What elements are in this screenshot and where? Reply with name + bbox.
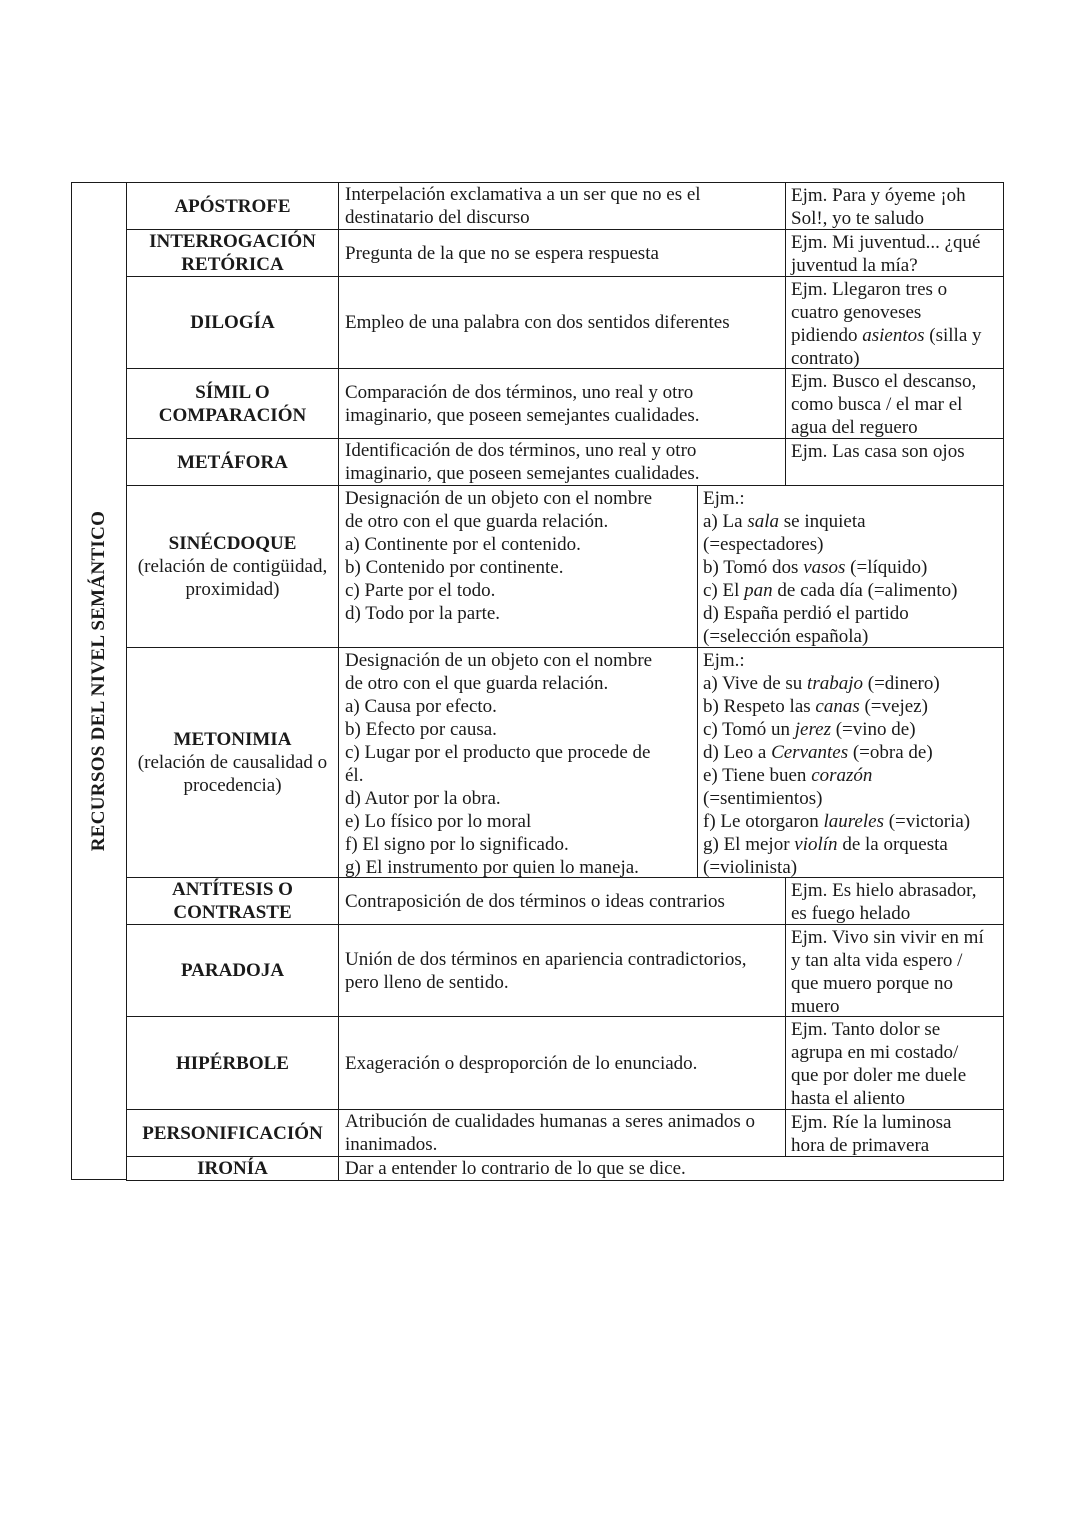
italic-word: violín bbox=[794, 834, 838, 855]
definition-cell bbox=[338, 276, 786, 369]
definition-line: Contraposición de dos términos o ideas contrarios bbox=[345, 890, 725, 912]
term-cell bbox=[126, 368, 339, 439]
term-subtitle: proximidad) bbox=[185, 579, 280, 600]
example-cell bbox=[785, 229, 1004, 277]
example-line: muero bbox=[791, 996, 840, 1017]
example-line: Ejm. Mi juventud... ¿qué bbox=[791, 232, 981, 253]
italic-word: corazón bbox=[811, 765, 873, 786]
example-cell bbox=[785, 1016, 1004, 1110]
example-cell bbox=[785, 276, 1004, 369]
term-name: METÁFORA bbox=[177, 451, 288, 473]
example-line: Ejm. Ríe la luminosa bbox=[791, 1112, 952, 1133]
term-name: SINÉCDOQUE bbox=[168, 533, 297, 554]
term-name: COMPARACIÓN bbox=[158, 404, 307, 426]
example-line: d) Leo a Cervantes (=obra de) bbox=[703, 742, 933, 763]
definition-line: c) Parte por el todo. bbox=[345, 580, 496, 601]
term-cell bbox=[126, 229, 339, 277]
example-cell bbox=[785, 924, 1004, 1017]
definition-line: destinatario del discurso bbox=[345, 207, 530, 228]
example-cell bbox=[785, 438, 1004, 486]
example-line: Ejm. Vivo sin vivir en mí bbox=[791, 927, 984, 948]
term-name: DILOGÍA bbox=[190, 312, 275, 333]
definition-cell bbox=[338, 647, 698, 878]
term-name: IRONÍA bbox=[197, 1158, 268, 1179]
italic-word: trabajo bbox=[807, 673, 863, 694]
italic-word: laureles bbox=[823, 811, 884, 832]
term-cell bbox=[126, 1016, 339, 1110]
definition-line: c) Lugar por el producto que procede de bbox=[345, 742, 651, 763]
section-label: RECURSOS DEL NIVEL SEMÁNTICO bbox=[88, 510, 109, 852]
term-name: ANTÍTESIS O bbox=[172, 879, 293, 900]
definition-line: f) El signo por lo significado. bbox=[345, 834, 569, 855]
definition-cell bbox=[338, 438, 786, 486]
term-name: RETÓRICA bbox=[181, 254, 284, 275]
definition-line: Empleo de una palabra con dos sentidos diferentes bbox=[345, 312, 730, 333]
definition-line: Dar a entender lo contrario de lo que se dice. bbox=[345, 1158, 686, 1179]
term-name: PERSONIFICACIÓN bbox=[142, 1122, 323, 1144]
definition-line: Identificación de dos términos, uno real y otro bbox=[345, 440, 697, 461]
term-cell bbox=[126, 182, 339, 230]
example-line: agrupa en mi costado/ bbox=[791, 1042, 959, 1063]
example-line: Ejm. Tanto dolor se bbox=[791, 1019, 941, 1040]
example-cell bbox=[697, 485, 1004, 648]
example-line: hora de primavera bbox=[791, 1135, 930, 1156]
italic-word: vasos bbox=[803, 557, 846, 578]
example-line: (=espectadores) bbox=[703, 534, 824, 555]
definition-line: d) Autor por la obra. bbox=[345, 788, 501, 809]
definition-line: de otro con el que guarda relación. bbox=[345, 673, 609, 694]
italic-word: Cervantes bbox=[771, 742, 849, 763]
definition-line: a) Causa por efecto. bbox=[345, 696, 497, 717]
example-line: juventud la mía? bbox=[791, 255, 918, 276]
term-cell bbox=[126, 1109, 339, 1157]
definition-line: Exageración o desproporción de lo enunciado. bbox=[345, 1052, 698, 1074]
term-name: INTERROGACIÓN bbox=[149, 231, 316, 252]
example-cell bbox=[785, 1109, 1004, 1157]
example-line: es fuego helado bbox=[791, 903, 911, 924]
term-name: METONIMIA bbox=[173, 729, 292, 750]
example-line: agua del reguero bbox=[791, 417, 918, 438]
definition-line: imaginario, que poseen semejantes cualidades. bbox=[345, 404, 700, 426]
term-cell bbox=[126, 924, 339, 1017]
definition-line: Pregunta de la que no se espera respuesta bbox=[345, 242, 659, 264]
term-name: SÍMIL O bbox=[195, 381, 270, 403]
term-cell bbox=[126, 1156, 339, 1181]
example-cell bbox=[785, 182, 1004, 230]
definition-cell bbox=[338, 229, 786, 277]
definition-cell bbox=[338, 1109, 786, 1157]
section-label-cell bbox=[71, 182, 127, 1180]
term-cell bbox=[126, 276, 339, 369]
example-line: cuatro genoveses bbox=[791, 302, 922, 323]
example-line: c) Tomó un jerez (=vino de) bbox=[703, 719, 916, 740]
example-line: Ejm.: bbox=[703, 650, 745, 671]
term-cell bbox=[126, 647, 339, 878]
definition-line: inanimados. bbox=[345, 1134, 438, 1155]
definition-cell bbox=[338, 368, 786, 439]
example-line: e) Tiene buen corazón bbox=[703, 765, 873, 786]
definition-line: él. bbox=[345, 765, 364, 786]
definition-line: e) Lo físico por lo moral bbox=[345, 811, 532, 832]
definition-line: d) Todo por la parte. bbox=[345, 603, 501, 624]
definition-cell bbox=[338, 1016, 786, 1110]
example-line: Ejm.: bbox=[703, 488, 745, 509]
example-line: (=sentimientos) bbox=[703, 788, 823, 809]
term-cell bbox=[126, 877, 339, 925]
example-line: b) Tomó dos vasos (=líquido) bbox=[703, 557, 928, 578]
example-cell bbox=[697, 647, 1004, 878]
example-line: y tan alta vida espero / bbox=[791, 950, 963, 971]
italic-word: sala bbox=[747, 511, 779, 532]
example-line: Sol!, yo te saludo bbox=[791, 208, 924, 229]
example-line: como busca / el mar el bbox=[791, 394, 963, 415]
definition-line: imaginario, que poseen semejantes cualidades. bbox=[345, 463, 700, 484]
example-cell bbox=[785, 368, 1004, 439]
definition-line: a) Continente por el contenido. bbox=[345, 534, 581, 555]
italic-word: canas bbox=[815, 696, 860, 717]
definition-cell bbox=[338, 485, 698, 648]
definition-line: g) El instrumento por quien lo maneja. bbox=[345, 857, 639, 878]
example-line: hasta el aliento bbox=[791, 1088, 905, 1109]
italic-word: pan bbox=[744, 580, 773, 601]
example-line: Ejm. Busco el descanso, bbox=[791, 371, 977, 392]
definition-line: Atribución de cualidades humanas a seres animados o bbox=[345, 1111, 755, 1132]
definition-cell bbox=[338, 877, 786, 925]
term-subtitle: (relación de contigüidad, bbox=[137, 556, 328, 577]
italic-word: jerez bbox=[794, 719, 831, 740]
definition-line: Interpelación exclamativa a un ser que no es el bbox=[345, 184, 701, 205]
example-line: a) Vive de su trabajo (=dinero) bbox=[703, 673, 940, 694]
term-name: APÓSTROFE bbox=[174, 195, 291, 217]
definition-cell bbox=[338, 924, 786, 1017]
example-line: (=selección española) bbox=[703, 626, 869, 647]
example-line: que muero porque no bbox=[791, 973, 953, 994]
term-cell bbox=[126, 485, 339, 648]
definition-line: Comparación de dos términos, uno real y otro bbox=[345, 381, 694, 403]
definition-line: b) Contenido por continente. bbox=[345, 557, 564, 578]
definition-line: Unión de dos términos en apariencia contradictorios, bbox=[345, 948, 747, 970]
definition-line: pero lleno de sentido. bbox=[345, 971, 509, 993]
example-line: (=violinista) bbox=[703, 857, 798, 878]
italic-word: asientos bbox=[862, 325, 925, 346]
term-name: HIPÉRBOLE bbox=[176, 1052, 289, 1074]
example-line: Ejm. Las casa son ojos bbox=[791, 441, 965, 462]
definition-line: Designación de un objeto con el nombre bbox=[345, 650, 653, 671]
term-cell bbox=[126, 438, 339, 486]
definition-line: Designación de un objeto con el nombre bbox=[345, 488, 653, 509]
example-line: c) El pan de cada día (=alimento) bbox=[703, 580, 958, 601]
example-line: contrato) bbox=[791, 348, 860, 369]
example-line: Ejm. Es hielo abrasador, bbox=[791, 880, 977, 901]
example-line: a) La sala se inquieta bbox=[703, 511, 866, 532]
example-line: Ejm. Para y óyeme ¡oh bbox=[791, 185, 966, 206]
example-line: que por doler me duele bbox=[791, 1065, 967, 1086]
example-line: b) Respeto las canas (=vejez) bbox=[703, 696, 928, 717]
term-subtitle: procedencia) bbox=[183, 775, 282, 796]
example-cell bbox=[785, 877, 1004, 925]
example-line: f) Le otorgaron laureles (=victoria) bbox=[703, 811, 971, 832]
term-name: PARADOJA bbox=[180, 960, 285, 981]
example-line: d) España perdió el partido bbox=[703, 603, 909, 624]
definition-cell bbox=[338, 182, 786, 230]
definition-cell bbox=[338, 1156, 1004, 1181]
example-line: pidiendo asientos (silla y bbox=[791, 325, 982, 346]
term-name: CONTRASTE bbox=[173, 902, 292, 923]
example-line: Ejm. Llegaron tres o bbox=[791, 279, 948, 300]
definition-line: b) Efecto por causa. bbox=[345, 719, 497, 740]
example-line: g) El mejor violín de la orquesta bbox=[703, 834, 948, 855]
term-subtitle: (relación de causalidad o bbox=[137, 752, 328, 773]
definition-line: de otro con el que guarda relación. bbox=[345, 511, 609, 532]
